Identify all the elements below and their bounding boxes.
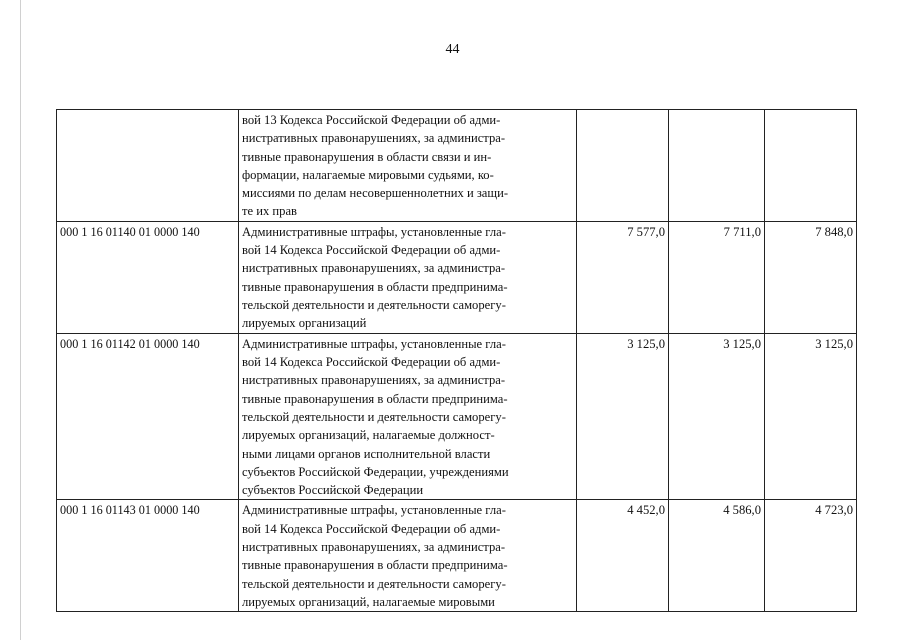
name-line: тельской деятельности и деятельности саморегу- xyxy=(242,297,506,312)
table-row xyxy=(57,500,857,612)
name-line: вой 14 Кодекса Российской Федерации об адми- xyxy=(242,243,501,258)
name-line: те их прав xyxy=(242,204,297,219)
name-line: тивные правонарушения в области предпринима- xyxy=(242,558,508,573)
name-line: тельской деятельности и деятельности саморегу- xyxy=(242,409,506,424)
name-line: нистративных правонарушениях, за администра- xyxy=(242,373,506,388)
amount-cell-year-3: 4 723,0 xyxy=(765,500,857,612)
revenue-name-cell xyxy=(239,333,577,500)
revenue-name-cell xyxy=(239,110,577,222)
name-line: субъектов Российской Федерации, учреждениями xyxy=(242,464,509,479)
name-line: вой 13 Кодекса Российской Федерации об адми- xyxy=(242,113,501,127)
name-line: Административные штрафы, установленные гла- xyxy=(242,224,506,239)
name-line: тивные правонарушения в области связи и ин- xyxy=(242,149,492,164)
table-row xyxy=(57,333,857,500)
amount-cell-year-2: 7 711,0 xyxy=(669,221,765,333)
budget-code-cell: 000 1 16 01140 01 0000 140 xyxy=(57,221,239,333)
table-row xyxy=(57,110,857,222)
name-line: миссиями по делам несовершеннолетних и защи- xyxy=(242,186,509,201)
amount-cell-year-2 xyxy=(669,110,765,222)
amount-cell-year-1: 3 125,0 xyxy=(577,333,669,500)
name-line: нистративных правонарушениях, за администра- xyxy=(242,540,506,555)
budget-code-cell: 000 1 16 01143 01 0000 140 xyxy=(57,500,239,612)
amount-cell-year-1: 4 452,0 xyxy=(577,500,669,612)
page-number: 44 xyxy=(445,42,460,57)
name-line: тельской деятельности и деятельности саморегу- xyxy=(242,576,506,591)
name-line: формации, налагаемые мировыми судьями, ко- xyxy=(242,167,494,182)
amount-cell-year-1 xyxy=(577,110,669,222)
table-row xyxy=(57,221,857,333)
budget-table xyxy=(56,109,857,612)
name-line: лируемых организаций xyxy=(242,316,367,331)
name-line: вой 14 Кодекса Российской Федерации об адми- xyxy=(242,521,501,536)
name-line: субъектов Российской Федерации xyxy=(242,483,424,498)
name-line: нистративных правонарушениях, за администра- xyxy=(242,131,506,146)
name-line: лируемых организаций, налагаемые мировыми xyxy=(242,594,495,609)
amount-cell-year-1: 7 577,0 xyxy=(577,221,669,333)
name-line: Административные штрафы, установленные гла- xyxy=(242,503,506,518)
name-line: нистративных правонарушениях, за администра- xyxy=(242,261,506,276)
amount-cell-year-2: 4 586,0 xyxy=(669,500,765,612)
name-line: Административные штрафы, установленные гла- xyxy=(242,336,506,351)
name-line: тивные правонарушения в области предпринима- xyxy=(242,391,508,406)
name-line: лируемых организаций, налагаемые должност- xyxy=(242,428,495,443)
scan-edge-line xyxy=(20,0,21,640)
budget-code-cell: 000 1 16 01142 01 0000 140 xyxy=(57,333,239,500)
name-line: ными лицами органов исполнительной власти xyxy=(242,446,491,461)
amount-cell-year-3: 3 125,0 xyxy=(765,333,857,500)
amount-cell-year-3 xyxy=(765,110,857,222)
budget-code-cell xyxy=(57,110,239,222)
amount-cell-year-2: 3 125,0 xyxy=(669,333,765,500)
revenue-name-cell xyxy=(239,221,577,333)
amount-cell-year-3: 7 848,0 xyxy=(765,221,857,333)
name-line: тивные правонарушения в области предпринима- xyxy=(242,279,508,294)
name-line: вой 14 Кодекса Российской Федерации об адми- xyxy=(242,355,501,370)
revenue-name-cell xyxy=(239,500,577,612)
